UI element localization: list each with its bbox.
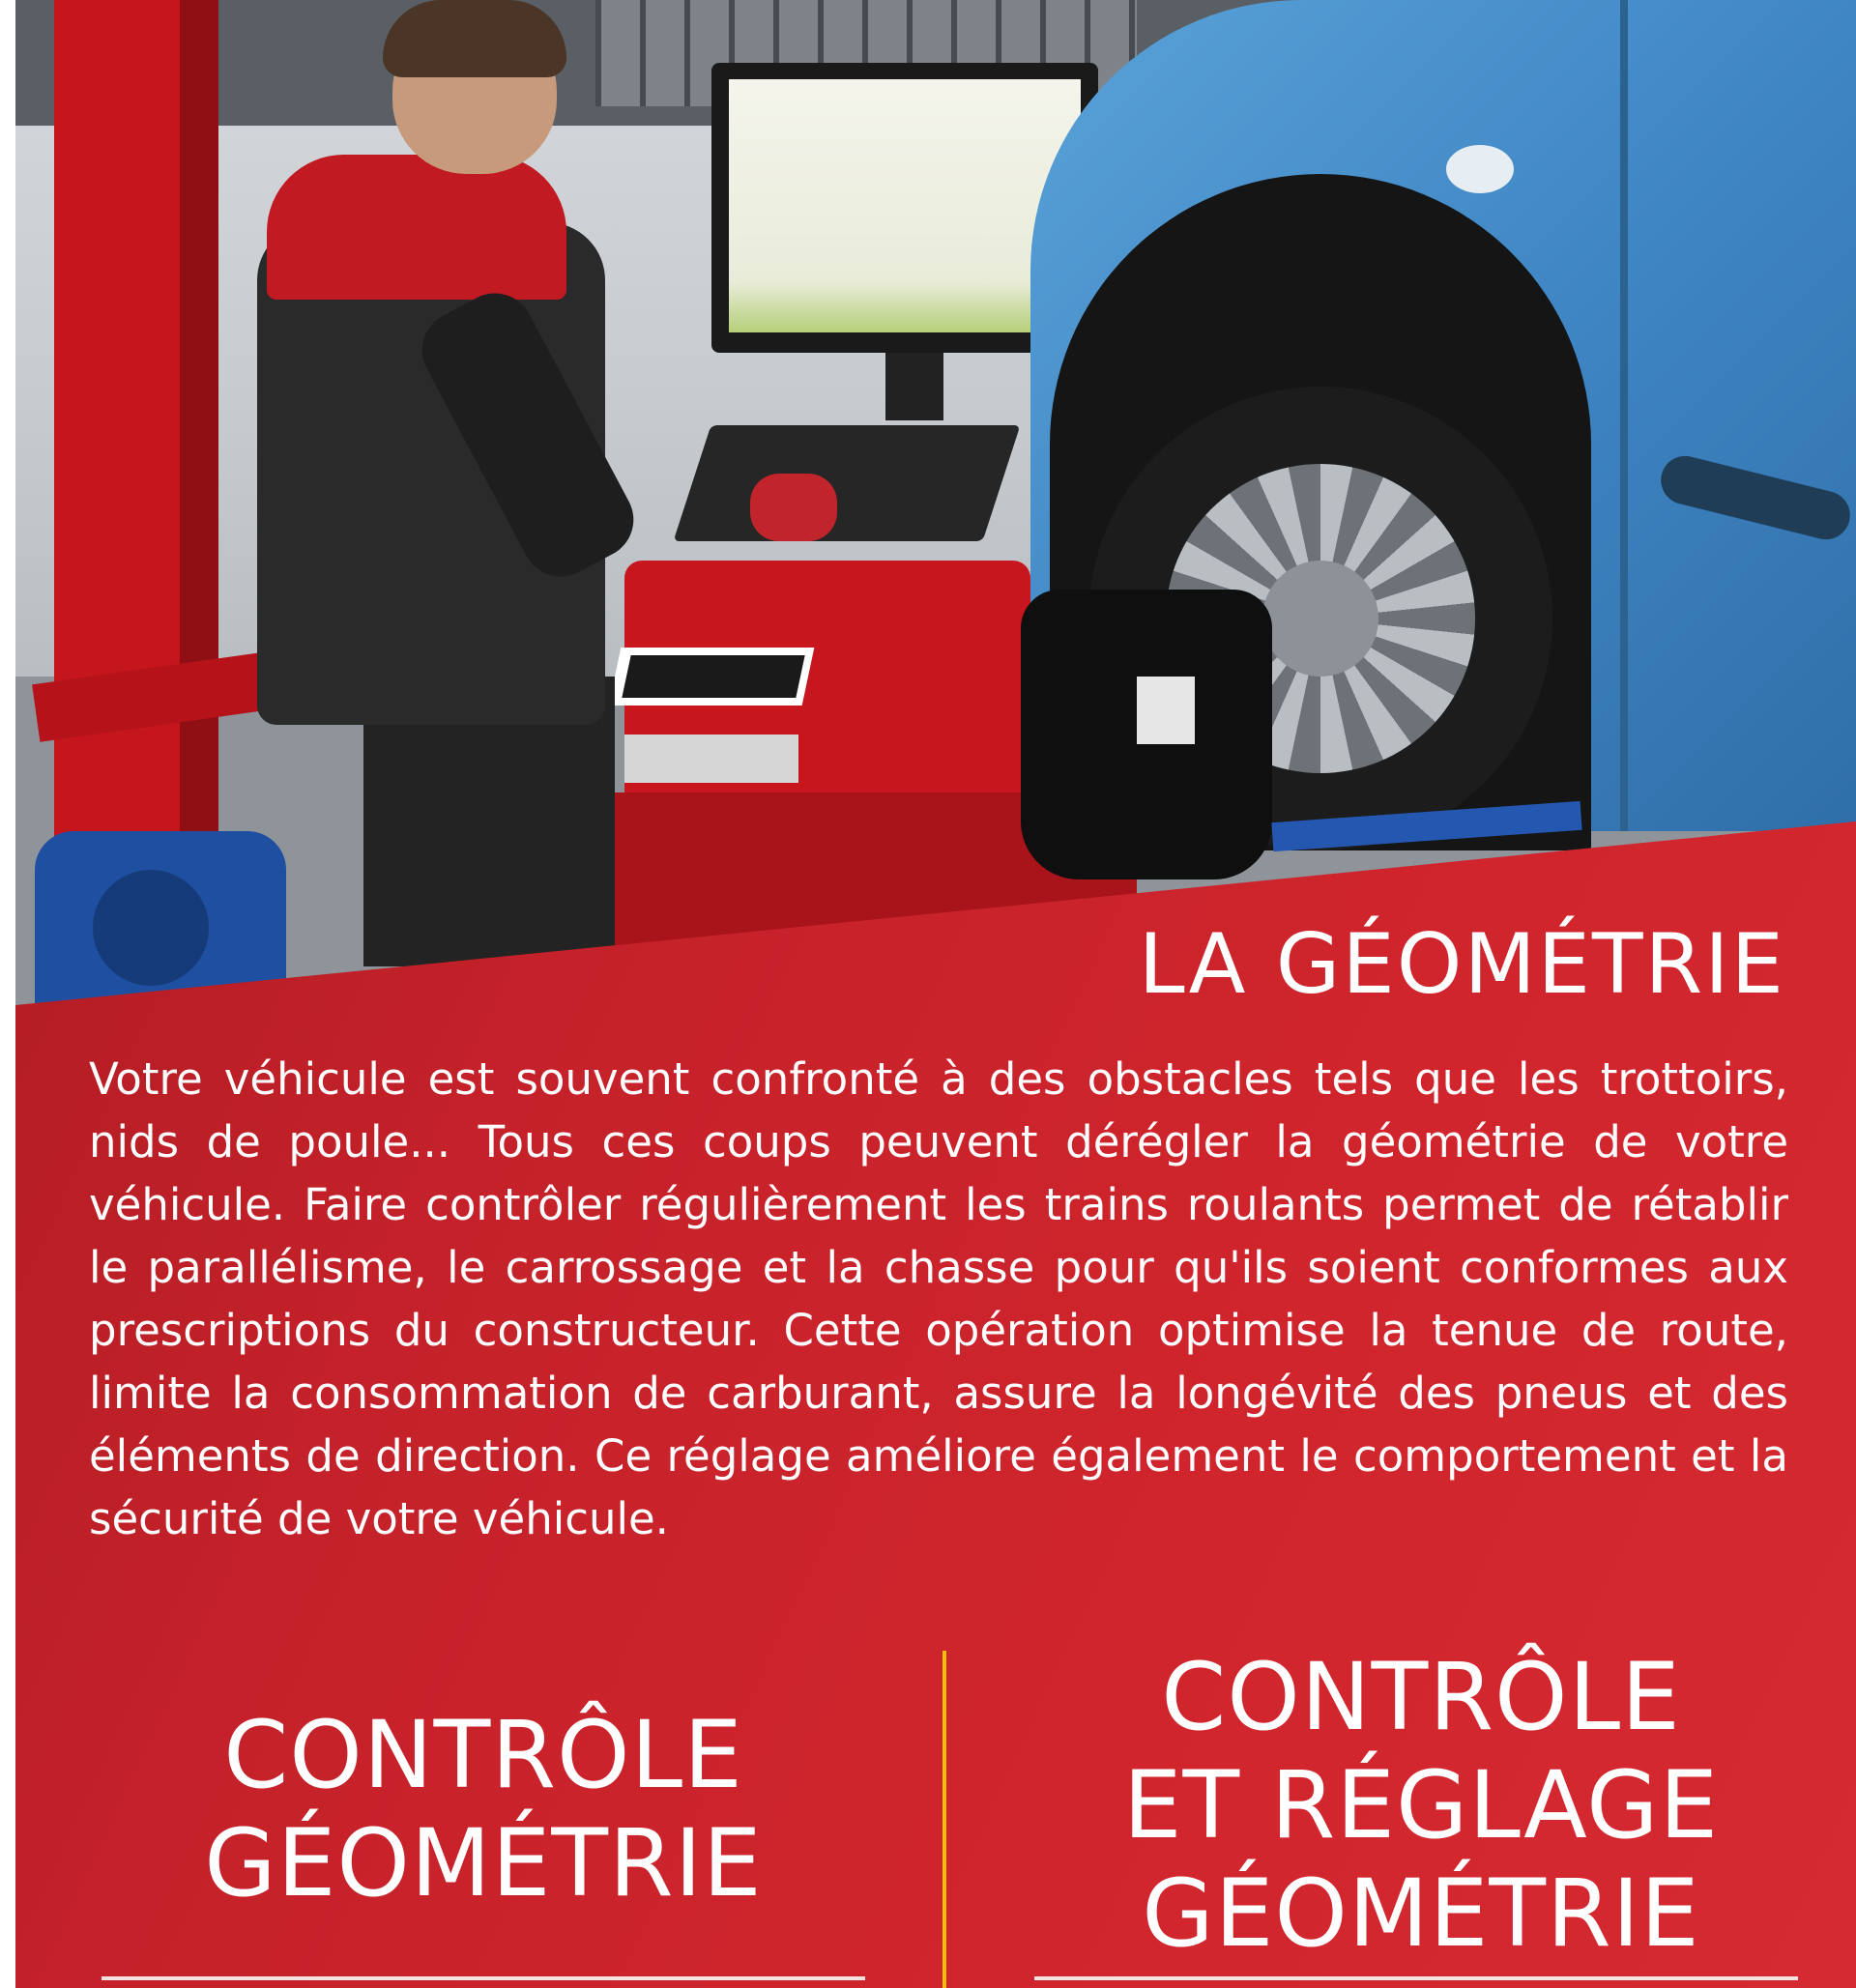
photo-car-hub: [1262, 561, 1378, 677]
photo-console-logo-mark: [622, 655, 804, 698]
photo-technician-vest: [267, 155, 566, 300]
photo-monitor-screen: [729, 79, 1081, 332]
service-right: [1025, 1643, 1817, 1968]
photo-car-door-line: [1620, 0, 1628, 831]
column-divider: [942, 1651, 946, 1988]
service-right-line3: GÉOMÉTRIE: [1142, 1859, 1700, 1968]
service-left: [126, 1701, 841, 1917]
photo-monitor-stand: [885, 353, 943, 420]
service-left-line2: GÉOMÉTRIE: [204, 1809, 763, 1917]
photo-technician-hair: [383, 0, 566, 77]
description-paragraph: Votre véhicule est souvent confronté à des obstacles tels que les trottoirs, nids de poule... Tous ces coups peuvent dérégler la géométrie de votre véhicule. Faire contrôler régulièrement les trains roulants permet de rétablir le parallélisme, le carrossage et la chasse pour qu'ils soient conformes aux prescriptions du constructeur. Cette opération optimise la tenue de route, limite la consommation de carburant, assure la longévité des pneus et des éléments de direction. Ce réglage améliore également le comportement et la sécurité de votre véhicule.: [89, 1053, 1788, 1544]
service-right-line1: CONTRÔLE: [1161, 1643, 1681, 1751]
photo-lift-pillar-shadow: [180, 0, 218, 947]
service-left-title: [126, 1701, 841, 1917]
photo-hose-reel-core: [93, 870, 209, 986]
page-title: LA GÉOMÉTRIE: [1138, 916, 1785, 1013]
service-right-underline: [1034, 1976, 1798, 1980]
photo-car-light: [1446, 145, 1514, 193]
service-right-line2: ET RÉGLAGE: [1122, 1751, 1720, 1859]
service-right-title: [1025, 1643, 1817, 1968]
photo-console-badge: [624, 735, 798, 783]
service-left-underline: [102, 1976, 865, 1980]
photo-technician-glove: [750, 474, 837, 541]
photo-wheel-clamp-label: [1137, 677, 1195, 744]
service-left-line1: CONTRÔLE: [223, 1701, 743, 1809]
photo-keyboard: [674, 425, 1021, 541]
